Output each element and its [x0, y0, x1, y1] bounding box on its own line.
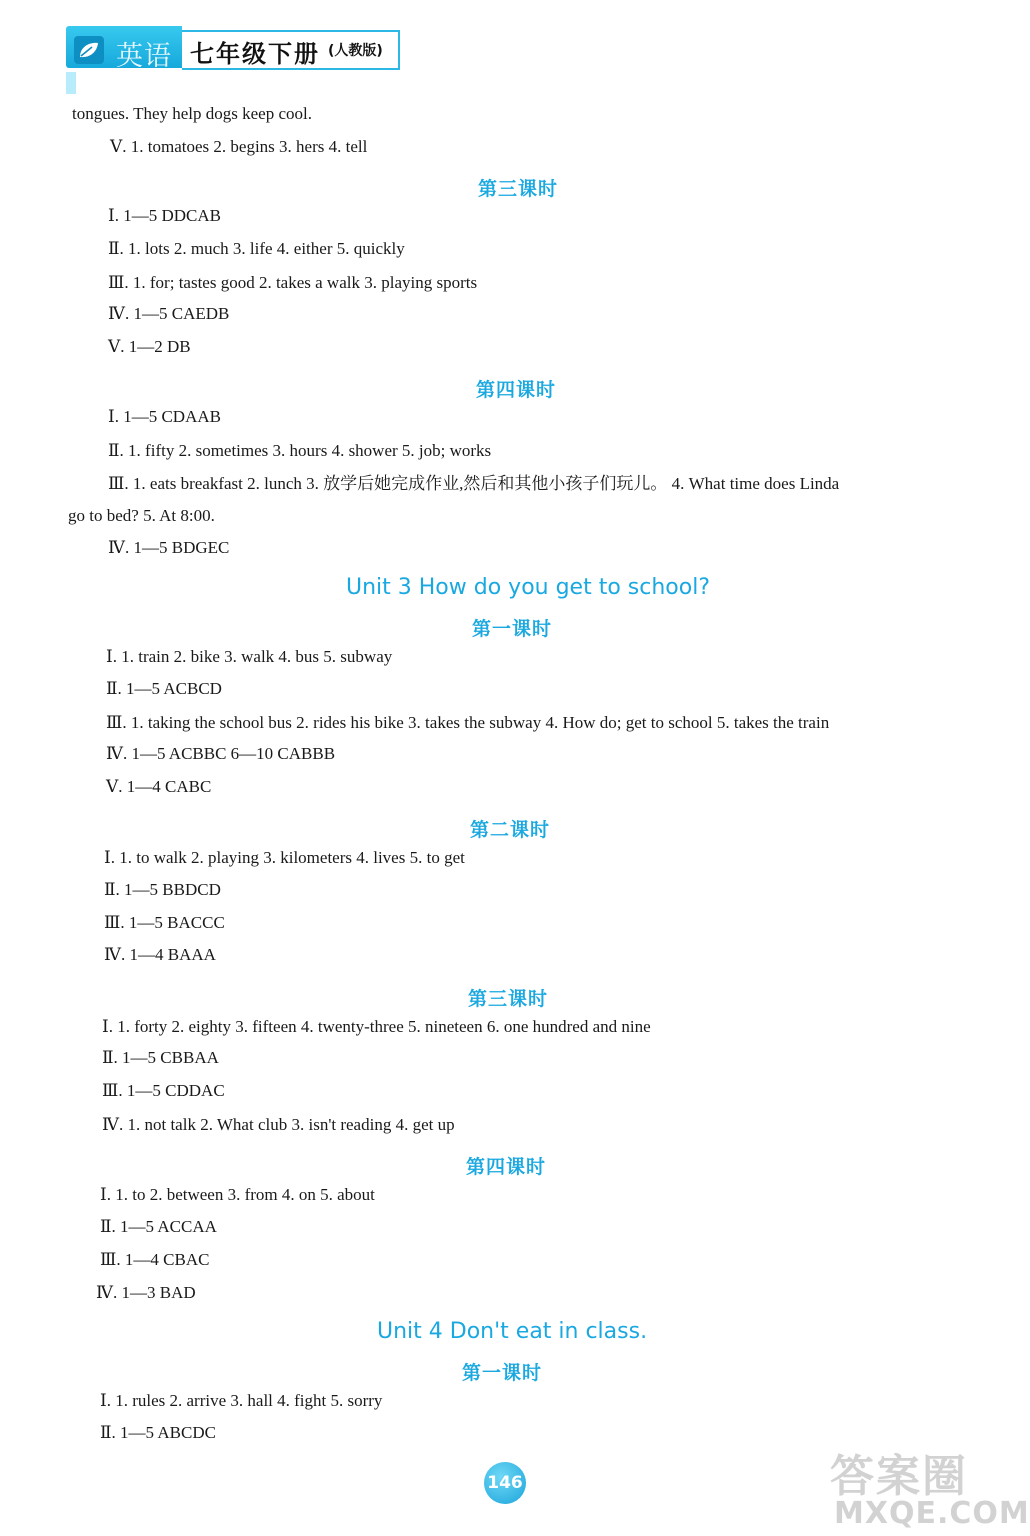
watermark-logo: [830, 1440, 1030, 1532]
answer-line: Ⅲ. 1. eats breakfast 2. lunch 3. 放学后她完成作业,然后和其他小孩子们玩儿。 4. What time does Linda: [108, 474, 840, 493]
subject-title: 英语: [116, 41, 172, 72]
lesson-heading: 第四课时: [476, 379, 557, 401]
answer-line: Ⅱ. 1—5 ABCDC: [100, 1423, 216, 1442]
answer-line: Ⅴ. 1—4 CABC: [106, 777, 212, 796]
answer-line: Ⅳ. 1—3 BAD: [96, 1283, 196, 1302]
answer-line: Ⅰ. 1—5 CDAAB: [108, 407, 221, 426]
unit-heading: Unit 4 Don't eat in class.: [377, 1319, 648, 1344]
page-number-badge: 146: [484, 1462, 526, 1504]
answer-line: Ⅰ. 1. rules 2. arrive 3. hall 4. fight 5. sorry: [100, 1391, 383, 1410]
answer-line: Ⅳ. 1—5 BDGEC: [108, 538, 230, 557]
answer-line: Ⅱ. 1—5 BBDCD: [104, 880, 221, 899]
lesson-heading: 第二课时: [470, 819, 551, 841]
answer-line: Ⅲ. 1. taking the school bus 2. rides his bike 3. takes the subway 4. How do; get to school 5. takes the train: [106, 713, 830, 732]
answer-line: Ⅱ. 1—5 ACCAA: [100, 1217, 217, 1236]
answer-line: Ⅲ. 1—4 CBAC: [100, 1250, 210, 1269]
lesson-heading: 第一课时: [472, 618, 553, 640]
answer-line: tongues. They help dogs keep cool.: [72, 104, 313, 123]
answer-line: Ⅳ. 1—5 CAEDB: [108, 304, 230, 323]
answer-line: Ⅳ. 1—5 ACBBC 6—10 CABBB: [106, 744, 336, 763]
edition-label: (人教版): [328, 43, 383, 59]
answer-line: Ⅴ. 1. tomatoes 2. begins 3. hers 4. tell: [110, 137, 368, 156]
watermark-cn: 答案圈: [830, 1451, 968, 1502]
answer-line: Ⅳ. 1. not talk 2. What club 3. isn't reading 4. get up: [102, 1115, 455, 1134]
answer-line: Ⅲ. 1. for; tastes good 2. takes a walk 3. playing sports: [108, 273, 478, 292]
answer-line: Ⅲ. 1—5 BACCC: [104, 913, 225, 932]
subject-tab: [66, 26, 182, 72]
answer-line: Ⅲ. 1—5 CDDAC: [102, 1081, 225, 1100]
answer-line: Ⅴ. 1—2 DB: [108, 337, 191, 356]
answer-line: Ⅰ. 1—5 DDCAB: [108, 206, 221, 225]
answer-line: Ⅰ. 1. to walk 2. playing 3. kilometers 4. lives 5. to get: [104, 848, 465, 867]
leaf-logo-icon: [74, 36, 104, 64]
watermark-en: MXQE.COM: [834, 1496, 1030, 1531]
answer-line: Ⅱ. 1. lots 2. much 3. life 4. either 5. quickly: [108, 239, 405, 258]
answer-line: Ⅱ. 1. fifty 2. sometimes 3. hours 4. shower 5. job; works: [108, 441, 492, 460]
lesson-heading: 第四课时: [466, 1156, 547, 1178]
lesson-heading: 第三课时: [468, 988, 549, 1010]
answer-line: Ⅳ. 1—4 BAAA: [104, 945, 216, 964]
answer-line: Ⅱ. 1—5 ACBCD: [106, 679, 222, 698]
header-banner: [66, 22, 400, 74]
grade-title: 七年级下册: [190, 39, 320, 68]
lesson-heading: 第三课时: [478, 178, 559, 200]
answer-line: Ⅱ. 1—5 CBBAA: [102, 1048, 219, 1067]
answer-line: go to bed? 5. At 8:00.: [68, 506, 215, 525]
unit-heading: Unit 3 How do you get to school?: [346, 575, 710, 600]
answer-line: Ⅰ. 1. train 2. bike 3. walk 4. bus 5. subway: [106, 647, 393, 666]
banner-tail: [66, 72, 76, 94]
answer-line: Ⅰ. 1. forty 2. eighty 3. fifteen 4. twenty-three 5. nineteen 6. one hundred and nine: [102, 1017, 651, 1036]
answer-line: Ⅰ. 1. to 2. between 3. from 4. on 5. about: [100, 1185, 375, 1204]
lesson-heading: 第一课时: [462, 1362, 543, 1384]
